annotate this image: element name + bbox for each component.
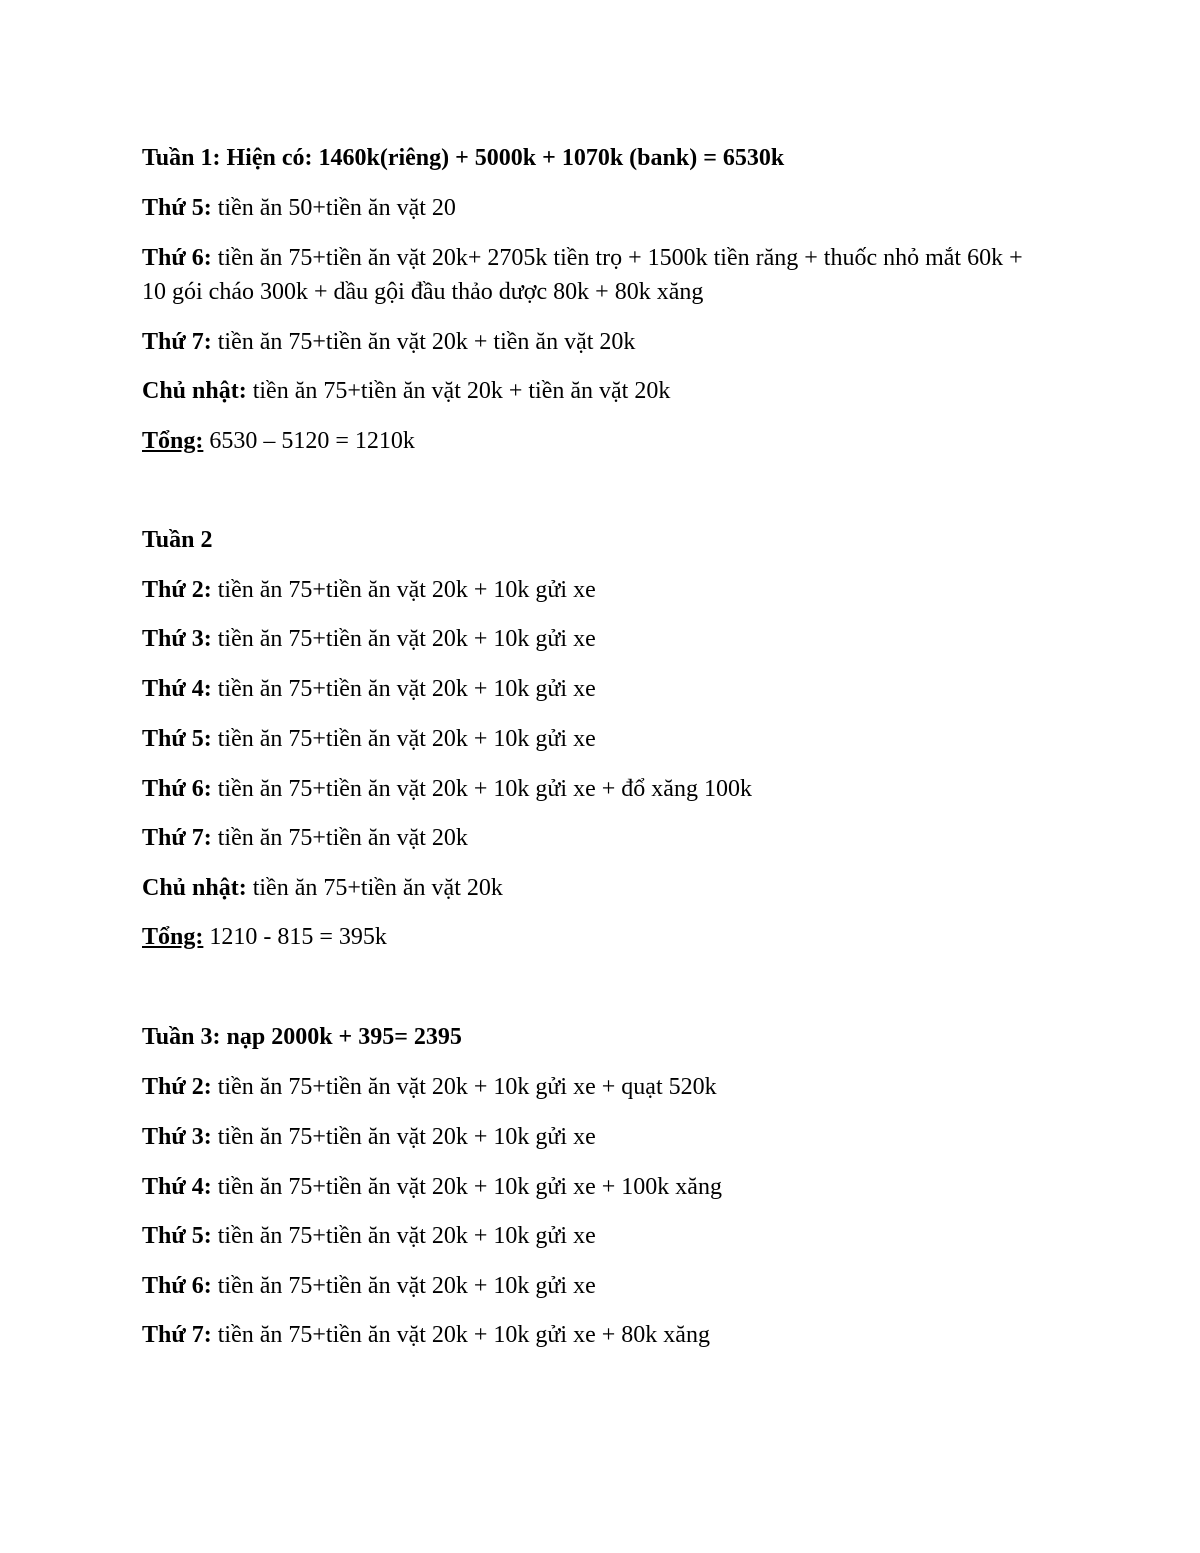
week1-heading: Tuần 1: Hiện có: 1460k(riêng) + 5000k + 1070k (bank) = 6530k	[142, 145, 785, 171]
day-expense: tiền ăn 75+tiền ăn vặt 20k + 10k gửi xe + 80k xăng	[211, 1322, 710, 1348]
week2-row-thu2	[142, 573, 596, 607]
day-label: Thứ 5:	[142, 195, 212, 221]
week2-row-thu5	[142, 722, 596, 756]
total-label: Tổng:	[142, 428, 204, 454]
week1-total	[142, 424, 415, 458]
day-label: Thứ 4:	[142, 1174, 212, 1200]
day-expense: tiền ăn 75+tiền ăn vặt 20k + 10k gửi xe	[211, 1223, 596, 1249]
total-label: Tổng:	[142, 924, 204, 950]
day-expense: tiền ăn 75+tiền ăn vặt 20k + 10k gửi xe	[211, 1273, 596, 1299]
day-expense: tiền ăn 75+tiền ăn vặt 20k + tiền ăn vặt 20k	[211, 329, 636, 355]
week1-row-thu7	[142, 325, 635, 359]
total-value: 6530 – 5120 = 1210k	[203, 428, 415, 454]
week3-row-thu7	[142, 1318, 710, 1352]
day-label: Thứ 7:	[142, 1322, 212, 1348]
day-label: Chủ nhật:	[142, 378, 247, 404]
day-label: Thứ 5:	[142, 1223, 212, 1249]
day-label: Thứ 2:	[142, 1074, 212, 1100]
day-label: Thứ 4:	[142, 676, 212, 702]
week3-row-thu6	[142, 1269, 596, 1303]
day-label: Thứ 6:	[142, 776, 212, 802]
day-expense: tiền ăn 75+tiền ăn vặt 20k + 10k gửi xe + đổ xăng 100k	[211, 776, 752, 802]
day-expense: tiền ăn 75+tiền ăn vặt 20k + tiền ăn vặt 20k	[246, 378, 671, 404]
week3-heading: Tuần 3: nạp 2000k + 395= 2395	[142, 1024, 462, 1050]
day-label: Thứ 6:	[142, 245, 212, 271]
day-expense: tiền ăn 75+tiền ăn vặt 20k + 10k gửi xe + quạt 520k	[211, 1074, 717, 1100]
day-expense: tiền ăn 75+tiền ăn vặt 20k + 10k gửi xe	[211, 626, 596, 652]
total-value: 1210 - 815 = 395k	[203, 924, 387, 950]
week2-row-thu4	[142, 672, 596, 706]
week3-row-thu3	[142, 1120, 596, 1154]
week1-row-thu5	[142, 191, 456, 225]
day-expense: tiền ăn 75+tiền ăn vặt 20k + 10k gửi xe	[211, 1124, 596, 1150]
day-expense: tiền ăn 75+tiền ăn vặt 20k + 10k gửi xe	[211, 726, 596, 752]
week1-row-thu6	[142, 241, 1042, 309]
day-expense: tiền ăn 75+tiền ăn vặt 20k	[246, 875, 503, 901]
week2-row-thu3	[142, 622, 596, 656]
day-label: Chủ nhật:	[142, 875, 247, 901]
day-label: Thứ 7:	[142, 825, 212, 851]
day-label: Thứ 2:	[142, 577, 212, 603]
week3-row-thu5	[142, 1219, 596, 1253]
week2-total	[142, 920, 387, 954]
day-expense: tiền ăn 50+tiền ăn vặt 20	[211, 195, 456, 221]
day-label: Thứ 7:	[142, 329, 212, 355]
week1-row-chunhat	[142, 374, 670, 408]
week2-heading: Tuần 2	[142, 527, 213, 553]
week3-row-thu2	[142, 1070, 717, 1104]
day-label: Thứ 3:	[142, 1124, 212, 1150]
week3-row-thu4	[142, 1170, 722, 1204]
week2-row-chunhat	[142, 871, 503, 905]
week2-row-thu7	[142, 821, 468, 855]
day-label: Thứ 6:	[142, 1273, 212, 1299]
day-expense: tiền ăn 75+tiền ăn vặt 20k	[211, 825, 468, 851]
day-expense: tiền ăn 75+tiền ăn vặt 20k+ 2705k tiền trọ + 1500k tiền răng + thuốc nhỏ mắt 60k + 10 gói cháo 300k + dầu gội đầu thảo dược 80k + 80k xăng	[142, 245, 1023, 305]
day-expense: tiền ăn 75+tiền ăn vặt 20k + 10k gửi xe	[211, 577, 596, 603]
week2-row-thu6	[142, 772, 752, 806]
day-expense: tiền ăn 75+tiền ăn vặt 20k + 10k gửi xe	[211, 676, 596, 702]
day-label: Thứ 5:	[142, 726, 212, 752]
day-expense: tiền ăn 75+tiền ăn vặt 20k + 10k gửi xe + 100k xăng	[211, 1174, 722, 1200]
day-label: Thứ 3:	[142, 626, 212, 652]
